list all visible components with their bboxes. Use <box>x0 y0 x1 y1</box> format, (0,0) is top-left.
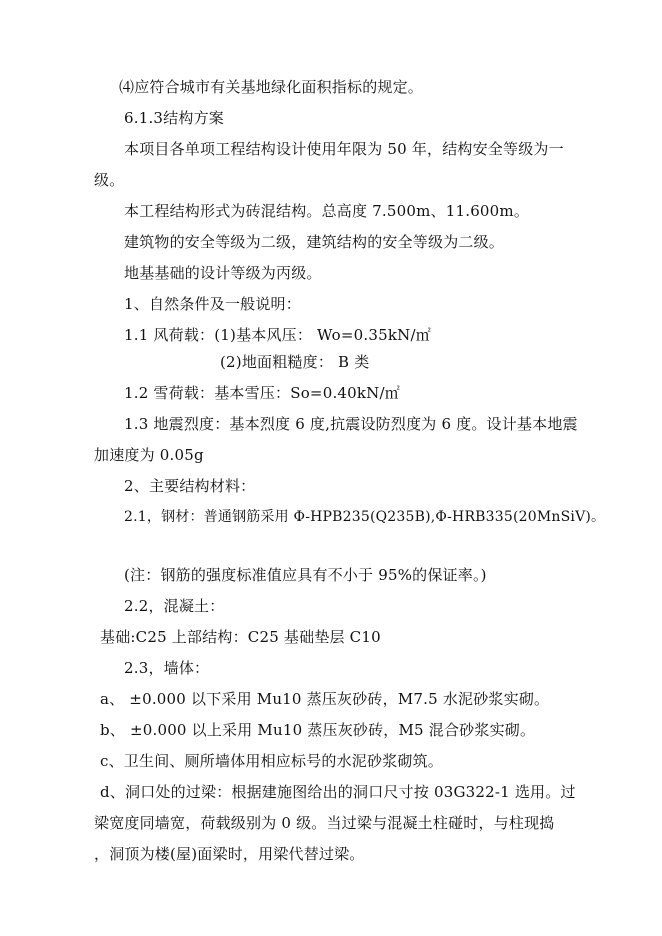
text-line: 2.2，混凝土： <box>124 597 225 615</box>
text-line: 本项目各单项工程结构设计使用年限为 50 年，结构安全等级为一 <box>124 140 564 158</box>
text-line: 2、主要结构材料： <box>124 477 256 495</box>
text-line: 2.3，墙体： <box>124 659 210 677</box>
text-line: 加速度为 0.05g <box>94 446 204 464</box>
text-line: c、卫生间、厕所墙体用相应标号的水泥砂浆砌筑。 <box>100 752 444 770</box>
section-heading: 6.1.3结构方案 <box>124 109 224 127</box>
text-line: 建筑物的安全等级为二级，建筑结构的安全等级为二级。 <box>124 233 505 251</box>
text-line: 梁宽度同墙宽，荷载级别为 0 级。当过梁与混凝土柱碰时，与柱现捣 <box>94 814 555 832</box>
text-line: ，洞顶为楼(屋)面梁时，用梁代替过梁。 <box>94 845 365 863</box>
text-line: (2)地面粗糙度： B 类 <box>220 353 370 371</box>
text-line: ⑷应符合城市有关基地绿化面积指标的规定。 <box>119 78 424 96</box>
text-line: 级。 <box>94 171 125 189</box>
text-line: a、 ±0.000 以下采用 Mu10 蒸压灰砂砖，M7.5 水泥砂浆实砌。 <box>100 690 550 708</box>
text-line: 1.1 风荷载：(1)基本风压： Wo=0.35kN/㎡ <box>124 326 431 344</box>
text-line: d、洞口处的过梁：根据建施图给出的洞口尺寸按 03G322-1 选用。过 <box>100 783 576 801</box>
text-line: 1.2 雪荷载：基本雪压：So=0.40kN/㎡ <box>124 384 400 402</box>
text-line: (注：钢筋的强度标准值应具有不小于 95%的保证率。) <box>124 566 487 584</box>
text-line: 1.3 地震烈度：基本烈度 6 度,抗震设防烈度为 6 度。设计基本地震 <box>124 415 578 433</box>
text-line: 1、自然条件及一般说明： <box>124 295 301 313</box>
text-line: 地基基础的设计等级为丙级。 <box>124 264 322 282</box>
text-line: 基础:C25 上部结构：C25 基础垫层 C10 <box>100 628 381 646</box>
text-line: 本工程结构形式为砖混结构。总高度 7.500m、11.600m。 <box>124 202 530 220</box>
text-line: b、 ±0.000 以上采用 Mu10 蒸压灰砂砖，M5 混合砂浆实砌。 <box>100 721 536 739</box>
text-line: 2.1，钢材：普通钢筋采用 Φ-HPB235(Q235B),Φ-HRB335(20MnSiV)。 <box>124 509 606 525</box>
